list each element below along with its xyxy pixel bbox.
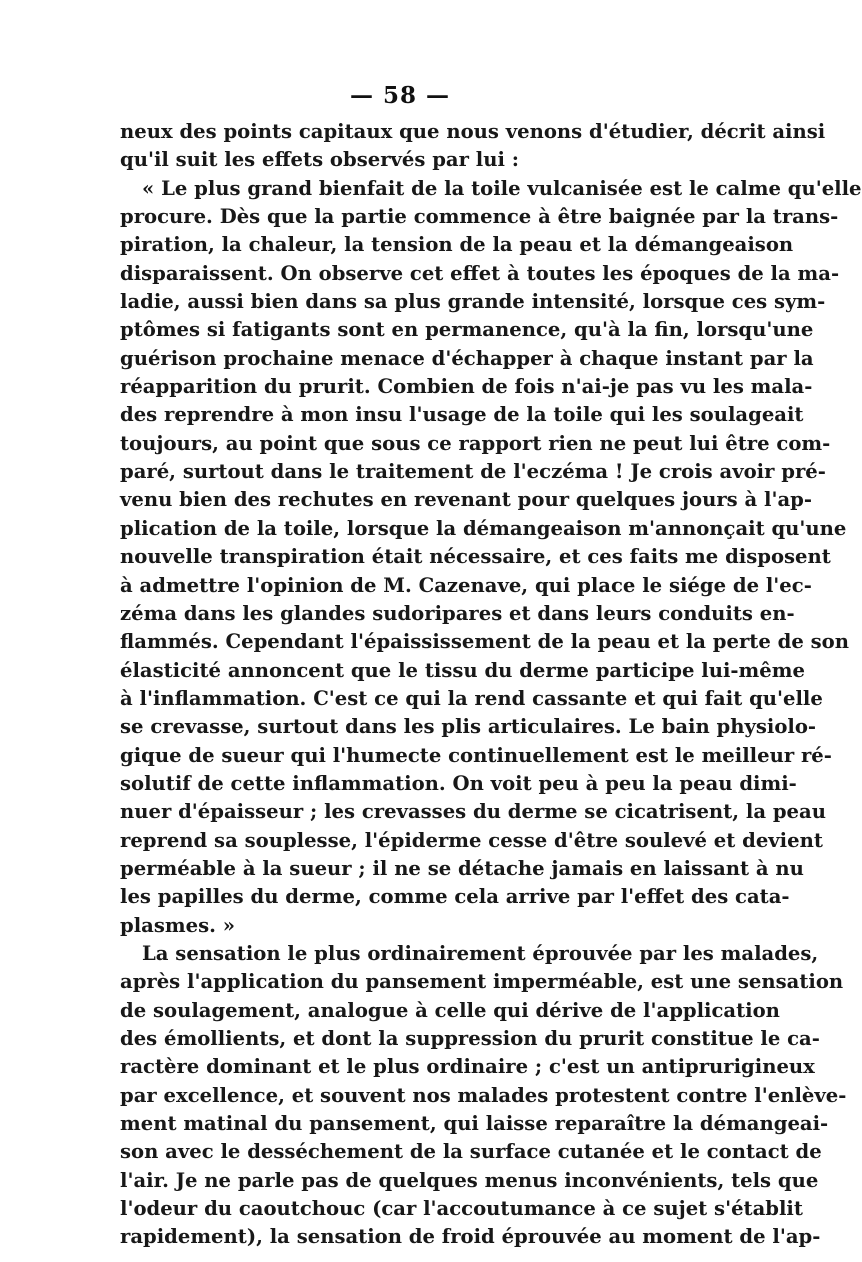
text-line: les papilles du derme, comme cela arrive par l'effet des cata- — [120, 885, 790, 909]
text-line: « Le plus grand bienfait de la toile vulcanisée est le calme qu'elle — [142, 176, 862, 200]
text-line: flammés. Cependant l'épaississement de la peau et la perte de son — [120, 630, 849, 654]
text-line: venu bien des rechutes en revenant pour quelques jours à l'ap- — [120, 488, 813, 512]
text-line: plasmes. » — [120, 913, 235, 937]
text-line: son avec le desséchement de la surface cutanée et le contact de — [120, 1140, 822, 1164]
text-line: élasticité annoncent que le tissu du derme participe lui-même — [120, 658, 805, 682]
text-line: ptômes si fatigants sont en permanence, qu'à la fin, lorsqu'une — [120, 318, 814, 342]
text-line: qu'il suit les effets observés par lui : — [120, 148, 519, 172]
text-line: ment matinal du pansement, qui laisse reparaître la démangeai- — [120, 1112, 829, 1136]
text-line: solutif de cette inflammation. On voit peu à peu la peau dimi- — [120, 771, 797, 795]
text-line: à l'inflammation. C'est ce qui la rend cassante et qui fait qu'elle — [120, 686, 823, 710]
text-line: des émollients, et dont la suppression du prurit constitue le ca- — [120, 1027, 820, 1050]
text-line: neux des points capitaux que nous venons d'étudier, décrit ainsi — [120, 120, 826, 143]
text-line: nouvelle transpiration était nécessaire, et ces faits me disposent — [120, 545, 831, 569]
text-line: l'odeur du caoutchouc (car l'accoutumance à ce sujet s'établit — [120, 1197, 803, 1221]
text-line: nuer d'épaisseur ; les crevasses du derme se cicatrisent, la peau — [120, 800, 826, 824]
text-line: perméable à la sueur ; il ne se détache jamais en laissant à nu — [120, 856, 804, 880]
body-text — [120, 118, 862, 1252]
text-line: réapparition du prurit. Combien de fois n'ai-je pas vu les mala- — [120, 375, 813, 399]
text-line: guérison prochaine menace d'échapper à chaque instant par la — [120, 346, 814, 370]
text-line: toujours, au point que sous ce rapport rien ne peut lui être com- — [120, 431, 831, 455]
text-line: ladie, aussi bien dans sa plus grande intensité, lorsque ces sym- — [120, 290, 826, 314]
text-line: reprend sa souplesse, l'épiderme cesse d'être soulevé et devient — [120, 828, 823, 852]
text-line: à admettre l'opinion de M. Cazenave, qui place le siége de l'ec- — [120, 573, 812, 597]
text-line: l'air. Je ne parle pas de quelques menus inconvénients, tels que — [120, 1168, 819, 1192]
text-line: disparaissent. On observe cet effet à toutes les époques de la ma- — [120, 261, 840, 285]
text-line: gique de sueur qui l'humecte continuellement est le meilleur ré- — [120, 743, 832, 767]
text-line: paré, surtout dans le traitement de l'eczéma ! Je crois avoir pré- — [120, 460, 826, 484]
text-line: piration, la chaleur, la tension de la peau et la démangeaison — [120, 233, 794, 257]
text-line: ractère dominant et le plus ordinaire ; c'est un antiprurigineux — [120, 1055, 815, 1079]
text-line: procure. Dès que la partie commence à être baignée par la trans- — [120, 205, 839, 229]
text-line: La sensation le plus ordinairement éprouvée par les malades, — [142, 941, 819, 965]
text-line: des reprendre à mon insu l'usage de la toile qui les soulageait — [120, 403, 804, 427]
text-line: par excellence, et souvent nos malades protestent contre l'enlève- — [120, 1083, 847, 1107]
text-line: se crevasse, surtout dans les plis articulaires. Le bain physiolo- — [120, 715, 817, 739]
text-line: de soulagement, analogue à celle qui dérive de l'application — [120, 998, 780, 1022]
text-line: zéma dans les glandes sudoripares et dans leurs conduits en- — [120, 601, 795, 625]
page-number: — 58 — — [349, 82, 451, 109]
text-line: rapidement), la sensation de froid éprouvée au moment de l'ap- — [120, 1225, 821, 1249]
text-line: plication de la toile, lorsque la démangeaison m'annonçait qu'une — [120, 516, 847, 540]
text-line: après l'application du pansement imperméable, est une sensation — [120, 970, 844, 994]
